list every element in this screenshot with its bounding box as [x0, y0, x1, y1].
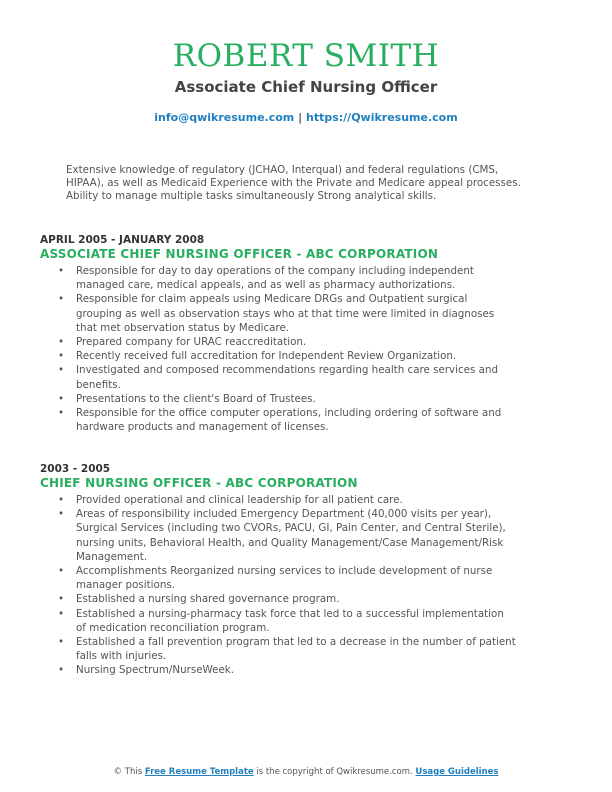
bullet-item: [40, 663, 516, 677]
job-bullets: [40, 264, 560, 434]
bullet-text: Investigated and composed recommendations regarding health care services and benefits.: [76, 364, 499, 391]
bullet-icon: •: [58, 407, 65, 420]
bullet-icon: •: [58, 565, 65, 578]
bullet-item: [40, 363, 516, 391]
job-entry: [40, 463, 560, 678]
email-link[interactable]: info@qwikresume.com: [154, 111, 295, 124]
job-date: 2003 - 2005: [40, 463, 111, 475]
bullet-text: Prepared company for URAC reaccreditation.: [76, 336, 307, 349]
bullet-text: Recently received full accreditation for Independent Review Organization.: [76, 350, 457, 363]
bullet-item: [40, 564, 516, 592]
bullet-text: Areas of responsibility included Emergency Department (40,000 visits per year), Surgical Services (including two CVORs, PACU, GI, Pain Center, and Central Sterile), nursing units, Behavioral Health, and Quality Management/Case Management/Risk Management.: [76, 508, 506, 563]
bullet-item: [40, 349, 516, 363]
free-resume-template-link[interactable]: Free Resume Template: [144, 767, 254, 777]
bullet-item: [40, 507, 516, 564]
job-entry: [40, 234, 560, 434]
bullet-item: [40, 406, 516, 434]
bullet-icon: •: [58, 293, 65, 306]
bullet-icon: •: [58, 593, 65, 606]
bullet-icon: •: [58, 607, 65, 620]
bullet-text: Established a nursing shared governance program.: [76, 593, 340, 606]
contact-separator: |: [298, 111, 303, 124]
summary-paragraph: Extensive knowledge of regulatory (JCHAO, Interqual) and federal regulations (CMS, HIPAA), as well as Medicaid Experience with the Private and Medicare appeal processes. Ability to manage multiple tasks simultaneously Strong analytical skills.: [66, 164, 521, 202]
bullet-item: [40, 264, 516, 292]
footer-copyright-text: is the copyright of Qwikresume.com.: [256, 767, 413, 777]
bullet-text: Provided operational and clinical leadership for all patient care.: [76, 494, 403, 506]
bullet-text: Nursing Spectrum/NurseWeek.: [76, 664, 235, 677]
job-date: APRIL 2005 - JANUARY 2008: [40, 234, 205, 246]
bullet-item: [40, 592, 516, 606]
job-position: ASSOCIATE CHIEF NURSING OFFICER - ABC CORPORATION: [40, 247, 439, 261]
job-bullets: [40, 493, 560, 678]
bullet-icon: •: [58, 392, 65, 405]
bullet-text: Responsible for day to day operations of the company including independent managed care, medical appeals, and as well as pharmacy authorizations.: [76, 265, 474, 292]
bullet-icon: •: [58, 336, 65, 349]
bullet-icon: •: [58, 636, 65, 649]
bullet-icon: •: [58, 508, 65, 521]
bullet-text: Accomplishments Reorganized nursing services to include development of nurse manager positions.: [76, 565, 493, 592]
footer-prefix: © This: [113, 767, 143, 777]
job-position: CHIEF NURSING OFFICER - ABC CORPORATION: [40, 476, 358, 490]
bullet-item: [40, 292, 516, 335]
bullet-icon: •: [58, 364, 65, 377]
bullet-item: [40, 607, 516, 635]
bullet-icon: •: [58, 265, 65, 277]
bullet-icon: •: [58, 494, 65, 506]
candidate-name: ROBERT SMITH: [172, 38, 440, 74]
usage-guidelines-link[interactable]: Usage Guidelines: [415, 767, 499, 777]
bullet-text: Responsible for claim appeals using Medicare DRGs and Outpatient surgical grouping as well as observation stays who at that time were limited in diagnoses that met observation status by Medicare.: [76, 293, 495, 334]
job-title-heading: Associate Chief Nursing Officer: [174, 78, 438, 96]
bullet-icon: •: [58, 350, 65, 363]
bullet-item: [40, 335, 516, 349]
website-link[interactable]: https://Qwikresume.com: [305, 111, 458, 124]
footer: [0, 767, 612, 778]
bullet-icon: •: [58, 664, 65, 677]
contact-line: [0, 111, 612, 125]
bullet-text: Responsible for the office computer operations, including ordering of software and hardware products and management of licenses.: [76, 407, 502, 434]
bullet-text: Established a nursing-pharmacy task force that led to a successful implementation of medication reconciliation program.: [76, 607, 504, 634]
bullet-text: Presentations to the client's Board of Trustees.: [76, 392, 316, 405]
bullet-text: Established a fall prevention program that led to a decrease in the number of patient falls with injuries.: [76, 636, 516, 663]
bullet-item: [40, 635, 516, 663]
bullet-item: [40, 392, 516, 406]
bullet-item: [40, 493, 516, 507]
